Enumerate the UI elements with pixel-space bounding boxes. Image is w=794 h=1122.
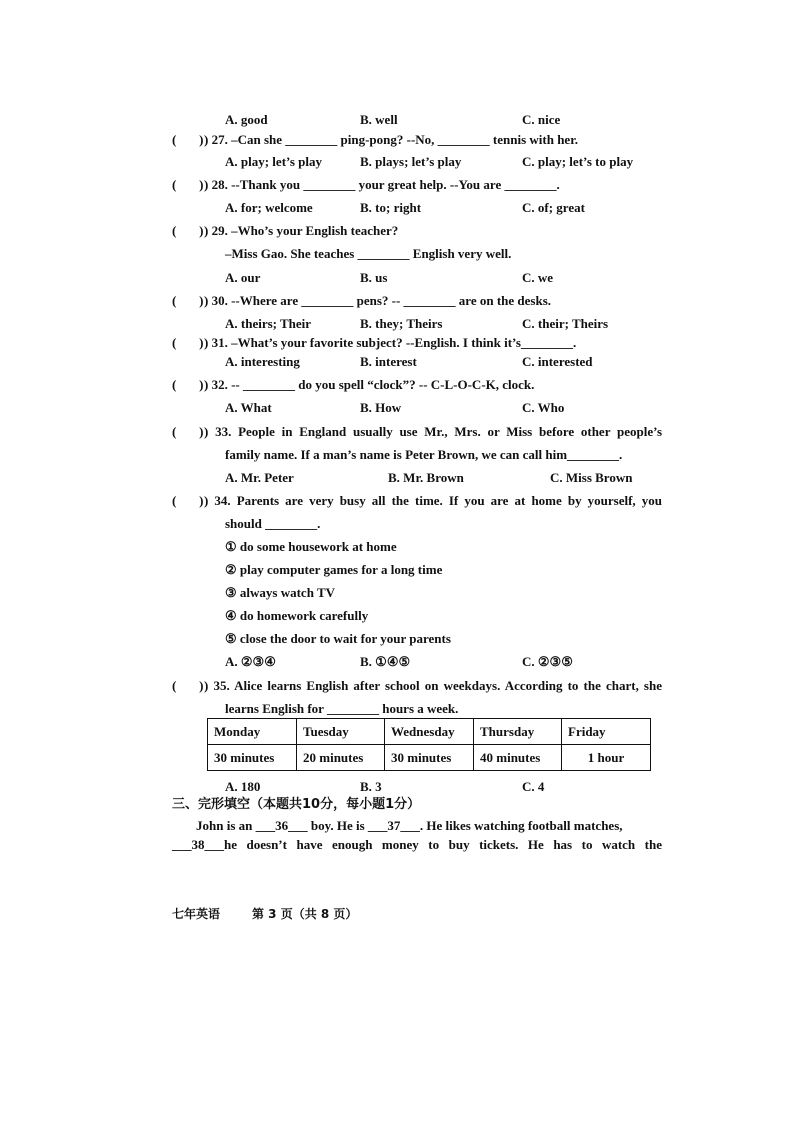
q33-option-b: B. Mr. Brown (388, 470, 464, 485)
q27-option-b: B. plays; let’s play (360, 154, 462, 169)
q33-option-c: C. Miss Brown (550, 470, 633, 485)
q34-option-a: A. ②③④ (225, 654, 276, 669)
table-row (208, 745, 651, 771)
q27-option-c: C. play; let’s to play (522, 154, 634, 169)
q34-stem-line1: ) 34. Parents are very busy all the time. If you are at home by yourself, you (204, 493, 662, 508)
q35-option-b: B. 3 (360, 779, 382, 794)
q35-option-c: C. 4 (522, 779, 545, 794)
q31-stem: ) 31. –What’s your favorite subject? --English. I think it’s________. (204, 335, 577, 350)
table-cell: 40 minutes (474, 745, 562, 771)
q32-option-a: A. What (225, 400, 272, 415)
q33-option-a: A. Mr. Peter (225, 470, 294, 485)
q34-item-5: ⑤ close the door to wait for your parents (225, 631, 451, 646)
q33-stem-line1: ) 33. People in England usually use Mr., Mrs. or Miss before other people’s (204, 424, 662, 439)
q26-option-c: C. nice (522, 112, 561, 127)
q35-answer-bracket[interactable]: ( ) (172, 678, 204, 693)
q29-option-a: A. our (225, 270, 261, 285)
q28-answer-bracket[interactable]: ( ) (172, 177, 204, 192)
q30-option-c: C. their; Theirs (522, 316, 609, 331)
table-header-cell: Friday (562, 719, 651, 745)
q29-answer-bracket[interactable]: ( ) (172, 223, 204, 238)
q28-option-b: B. to; right (360, 200, 422, 215)
schedule-table (207, 718, 651, 771)
q34-answer-bracket[interactable]: ( ) (172, 493, 204, 508)
q26-option-b: B. well (360, 112, 398, 127)
q32-option-c: C. Who (522, 400, 565, 415)
q35-stem-line2: learns English for ________ hours a week. (225, 701, 459, 716)
table-header-cell: Tuesday (297, 719, 385, 745)
q35-option-a: A. 180 (225, 779, 261, 794)
q34-item-3: ③ always watch TV (225, 585, 336, 600)
q30-option-b: B. they; Theirs (360, 316, 443, 331)
table-header-cell: Wednesday (385, 719, 474, 745)
section-heading: 三、完形填空（本题共10分，每小题1分） (172, 797, 421, 812)
cloze-line-1: John is an ___36___ boy. He is ___37___. He likes watching football matches, (196, 818, 623, 833)
q29-option-c: C. we (522, 270, 554, 285)
q34-stem-line2: should ________. (225, 516, 321, 531)
q28-option-a: A. for; welcome (225, 200, 313, 215)
q32-stem: ) 32. -- ________ do you spell “clock”? -- C-L-O-C-K, clock. (204, 377, 535, 392)
footer-page-number: 第 3 页（共 8 页） (252, 907, 358, 921)
q28-option-c: C. of; great (522, 200, 585, 215)
table-cell: 30 minutes (385, 745, 474, 771)
q32-answer-bracket[interactable]: ( ) (172, 377, 204, 392)
q31-option-b: B. interest (360, 354, 417, 369)
q34-option-b: B. ①④⑤ (360, 654, 411, 669)
q35-stem-line1: ) 35. Alice learns English after school on weekdays. According to the chart, she (204, 678, 662, 693)
table-header-cell: Thursday (474, 719, 562, 745)
q28-stem: ) 28. --Thank you ________ your great help. --You are ________. (204, 177, 560, 192)
cloze-line-2: ___38___he doesn’t have enough money to buy tickets. He has to watch the (172, 837, 662, 852)
q32-option-b: B. How (360, 400, 402, 415)
q30-stem: ) 30. --Where are ________ pens? -- ________ are on the desks. (204, 293, 552, 308)
q27-answer-bracket[interactable]: ( ) (172, 132, 204, 147)
table-cell: 1 hour (562, 745, 651, 771)
q31-answer-bracket[interactable]: ( ) (172, 335, 204, 350)
q34-item-2: ② play computer games for a long time (225, 562, 443, 577)
table-row (208, 719, 651, 745)
q27-option-a: A. play; let’s play (225, 154, 323, 169)
q29-stem: ) 29. –Who’s your English teacher? (204, 223, 399, 238)
q27-stem: ) 27. –Can she ________ ping-pong? --No, ________ tennis with her. (204, 132, 579, 147)
q31-option-c: C. interested (522, 354, 593, 369)
q31-option-a: A. interesting (225, 354, 300, 369)
q34-item-1: ① do some housework at home (225, 539, 397, 554)
q34-option-c: C. ②③⑤ (522, 654, 573, 669)
q29-stem-line2: –Miss Gao. She teaches ________ English very well. (225, 246, 512, 261)
q26-option-a: A. good (225, 112, 268, 127)
q33-stem-line2: family name. If a man’s name is Peter Brown, we can call him________. (225, 447, 623, 462)
table-cell: 20 minutes (297, 745, 385, 771)
table-cell: 30 minutes (208, 745, 297, 771)
table-header-cell: Monday (208, 719, 297, 745)
footer-subject: 七年英语 (172, 907, 221, 921)
q34-item-4: ④ do homework carefully (225, 608, 369, 623)
q33-answer-bracket[interactable]: ( ) (172, 424, 204, 439)
q29-option-b: B. us (360, 270, 388, 285)
q30-option-a: A. theirs; Their (225, 316, 312, 331)
q30-answer-bracket[interactable]: ( ) (172, 293, 204, 308)
